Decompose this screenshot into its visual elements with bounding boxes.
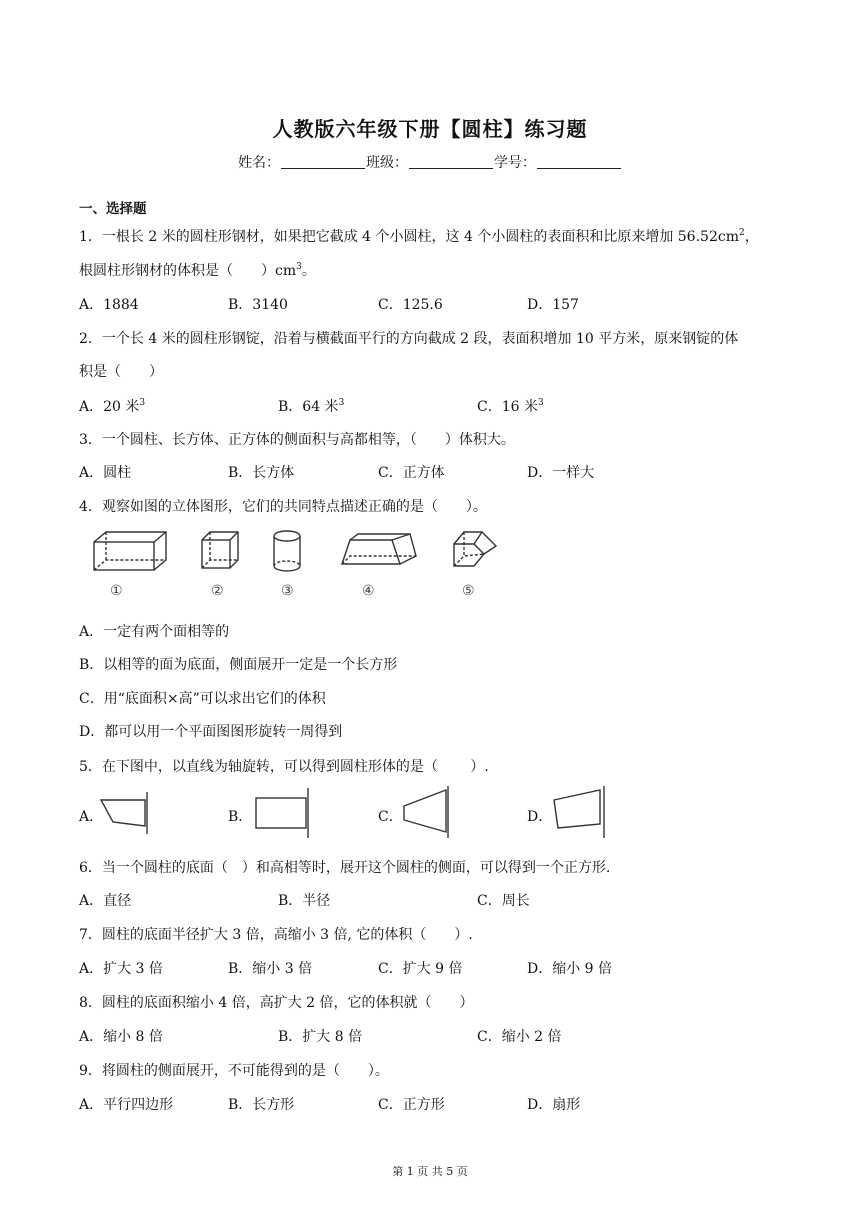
q5-figure-a-icon	[97, 788, 157, 838]
q9-option-a: A．平行四边形	[79, 1097, 174, 1113]
q7-option-d: D．缩小 9 倍	[527, 961, 613, 977]
q5-option-d: D．	[527, 809, 553, 825]
q3-option-b: B．长方体	[228, 465, 295, 481]
page-title: 人教版六年级下册【圆柱】练习题	[272, 117, 588, 141]
name-blank	[281, 154, 365, 169]
q4-option-c: C．用“底面积×高”可以求出它们的体积	[79, 691, 326, 707]
q8-option-b: B．扩大 8 倍	[278, 1029, 363, 1045]
q6-option-c: C．周长	[477, 893, 530, 909]
q5-figure-b-icon	[252, 786, 314, 840]
solid-2-cube-icon	[202, 532, 238, 568]
q3-option-c: C．正方体	[378, 465, 445, 481]
question-6-text: 6．当一个圆柱的底面（ ）和高相等时，展开这个圆柱的侧面，可以得到一个正方形.	[79, 860, 611, 876]
q4-option-d: D．都可以用一个平面图图形旋转一周得到	[79, 724, 343, 740]
q2-option-b: B．64 米$^3$	[278, 398, 345, 415]
q8-option-c: C．缩小 2 倍	[477, 1029, 562, 1045]
q4-option-b: B．以相等的面为底面，侧面展开一定是一个长方形	[79, 657, 398, 673]
student-info-line	[0, 152, 860, 172]
q1-option-b: B．3140	[228, 297, 288, 313]
solid-4-trapezoid-prism-icon	[342, 534, 416, 564]
page-footer: 第 1 页 共 5 页	[392, 1165, 468, 1178]
q5-figure-d-icon	[548, 784, 612, 840]
class-label: 班级：	[366, 155, 408, 171]
q5-option-a: A．	[79, 809, 104, 825]
question-4-text: 4．观察如图的立体图形，它们的共同特点描述正确的是（ ）。	[79, 499, 487, 515]
question-5-text: 5．在下图中，以直线为轴旋转，可以得到圆柱形体的是（ ）.	[79, 759, 489, 775]
q6-option-a: A．直径	[79, 893, 132, 909]
q9-option-d: D．扇形	[527, 1097, 581, 1113]
section-title: 一、选择题	[79, 201, 147, 217]
q7-option-b: B．缩小 3 倍	[228, 961, 313, 977]
q2-option-c: C．16 米$^3$	[477, 398, 544, 415]
solid-5-prism-icon	[454, 532, 496, 566]
solid-1-label: ①	[110, 583, 123, 599]
q7-option-a: A．扩大 3 倍	[79, 961, 163, 977]
class-blank	[409, 154, 493, 169]
question-9-text: 9．将圆柱的侧面展开，不可能得到的是（ ）。	[79, 1063, 389, 1079]
question-2-text: 2．一个长 4 米的圆柱形钢锭，沿着与横截面平行的方向截成 2 段，表面积增加 10 平方米，原来钢锭的体	[79, 331, 739, 347]
question-2-text-cont: 积是（ ）	[79, 364, 163, 380]
name-label: 姓名：	[238, 155, 280, 171]
id-label: 学号：	[494, 155, 536, 171]
q7-option-c: C．扩大 9 倍	[378, 961, 463, 977]
q9-option-c: C．正方形	[378, 1097, 445, 1113]
q9-option-b: B．长方形	[228, 1097, 295, 1113]
q5-option-b: B．	[228, 809, 253, 825]
q3-option-d: D．一样大	[527, 465, 595, 481]
q2-option-a: A．20 米$^3$	[79, 398, 146, 415]
solid-2-label: ②	[211, 583, 224, 599]
solid-1-cuboid-icon	[94, 532, 166, 570]
solid-3-label: ③	[281, 583, 294, 599]
q6-option-b: B．半径	[278, 893, 331, 909]
q1-option-a: A．1884	[79, 297, 139, 313]
q4-option-a: A．一定有两个面相等的	[79, 624, 230, 640]
solid-3-cylinder-icon	[274, 531, 300, 571]
solid-4-label: ④	[362, 583, 375, 599]
question-3-text: 3．一个圆柱、长方体、正方体的侧面积与高都相等，（ ）体积大。	[79, 432, 515, 448]
question-1-text-cont: 根圆柱形钢材的体积是（ ）$cm^3$。	[79, 262, 316, 279]
question-7-text: 7．圆柱的底面半径扩大 3 倍，高缩小 3 倍, 它的体积（ ）.	[79, 927, 473, 943]
q5-figure-c-icon	[398, 784, 458, 840]
question-8-text: 8．圆柱的底面积缩小 4 倍，高扩大 2 倍，它的体积就（ ）	[79, 995, 474, 1011]
solid-5-label: ⑤	[462, 583, 475, 599]
q3-option-a: A．圆柱	[79, 465, 132, 481]
q1-option-c: C．125.6	[378, 297, 443, 313]
q5-option-c: C．	[378, 809, 403, 825]
id-blank	[537, 154, 621, 169]
question-1-text: 1．一根长 2 米的圆柱形钢材，如果把它截成 4 个小圆柱，这 4 个小圆柱的表面积和比原来增加 $56.52cm^2$，	[79, 228, 759, 245]
q8-option-a: A．缩小 8 倍	[79, 1029, 163, 1045]
q1-option-d: D．157	[527, 297, 579, 313]
q4-solids-figure	[86, 524, 526, 604]
